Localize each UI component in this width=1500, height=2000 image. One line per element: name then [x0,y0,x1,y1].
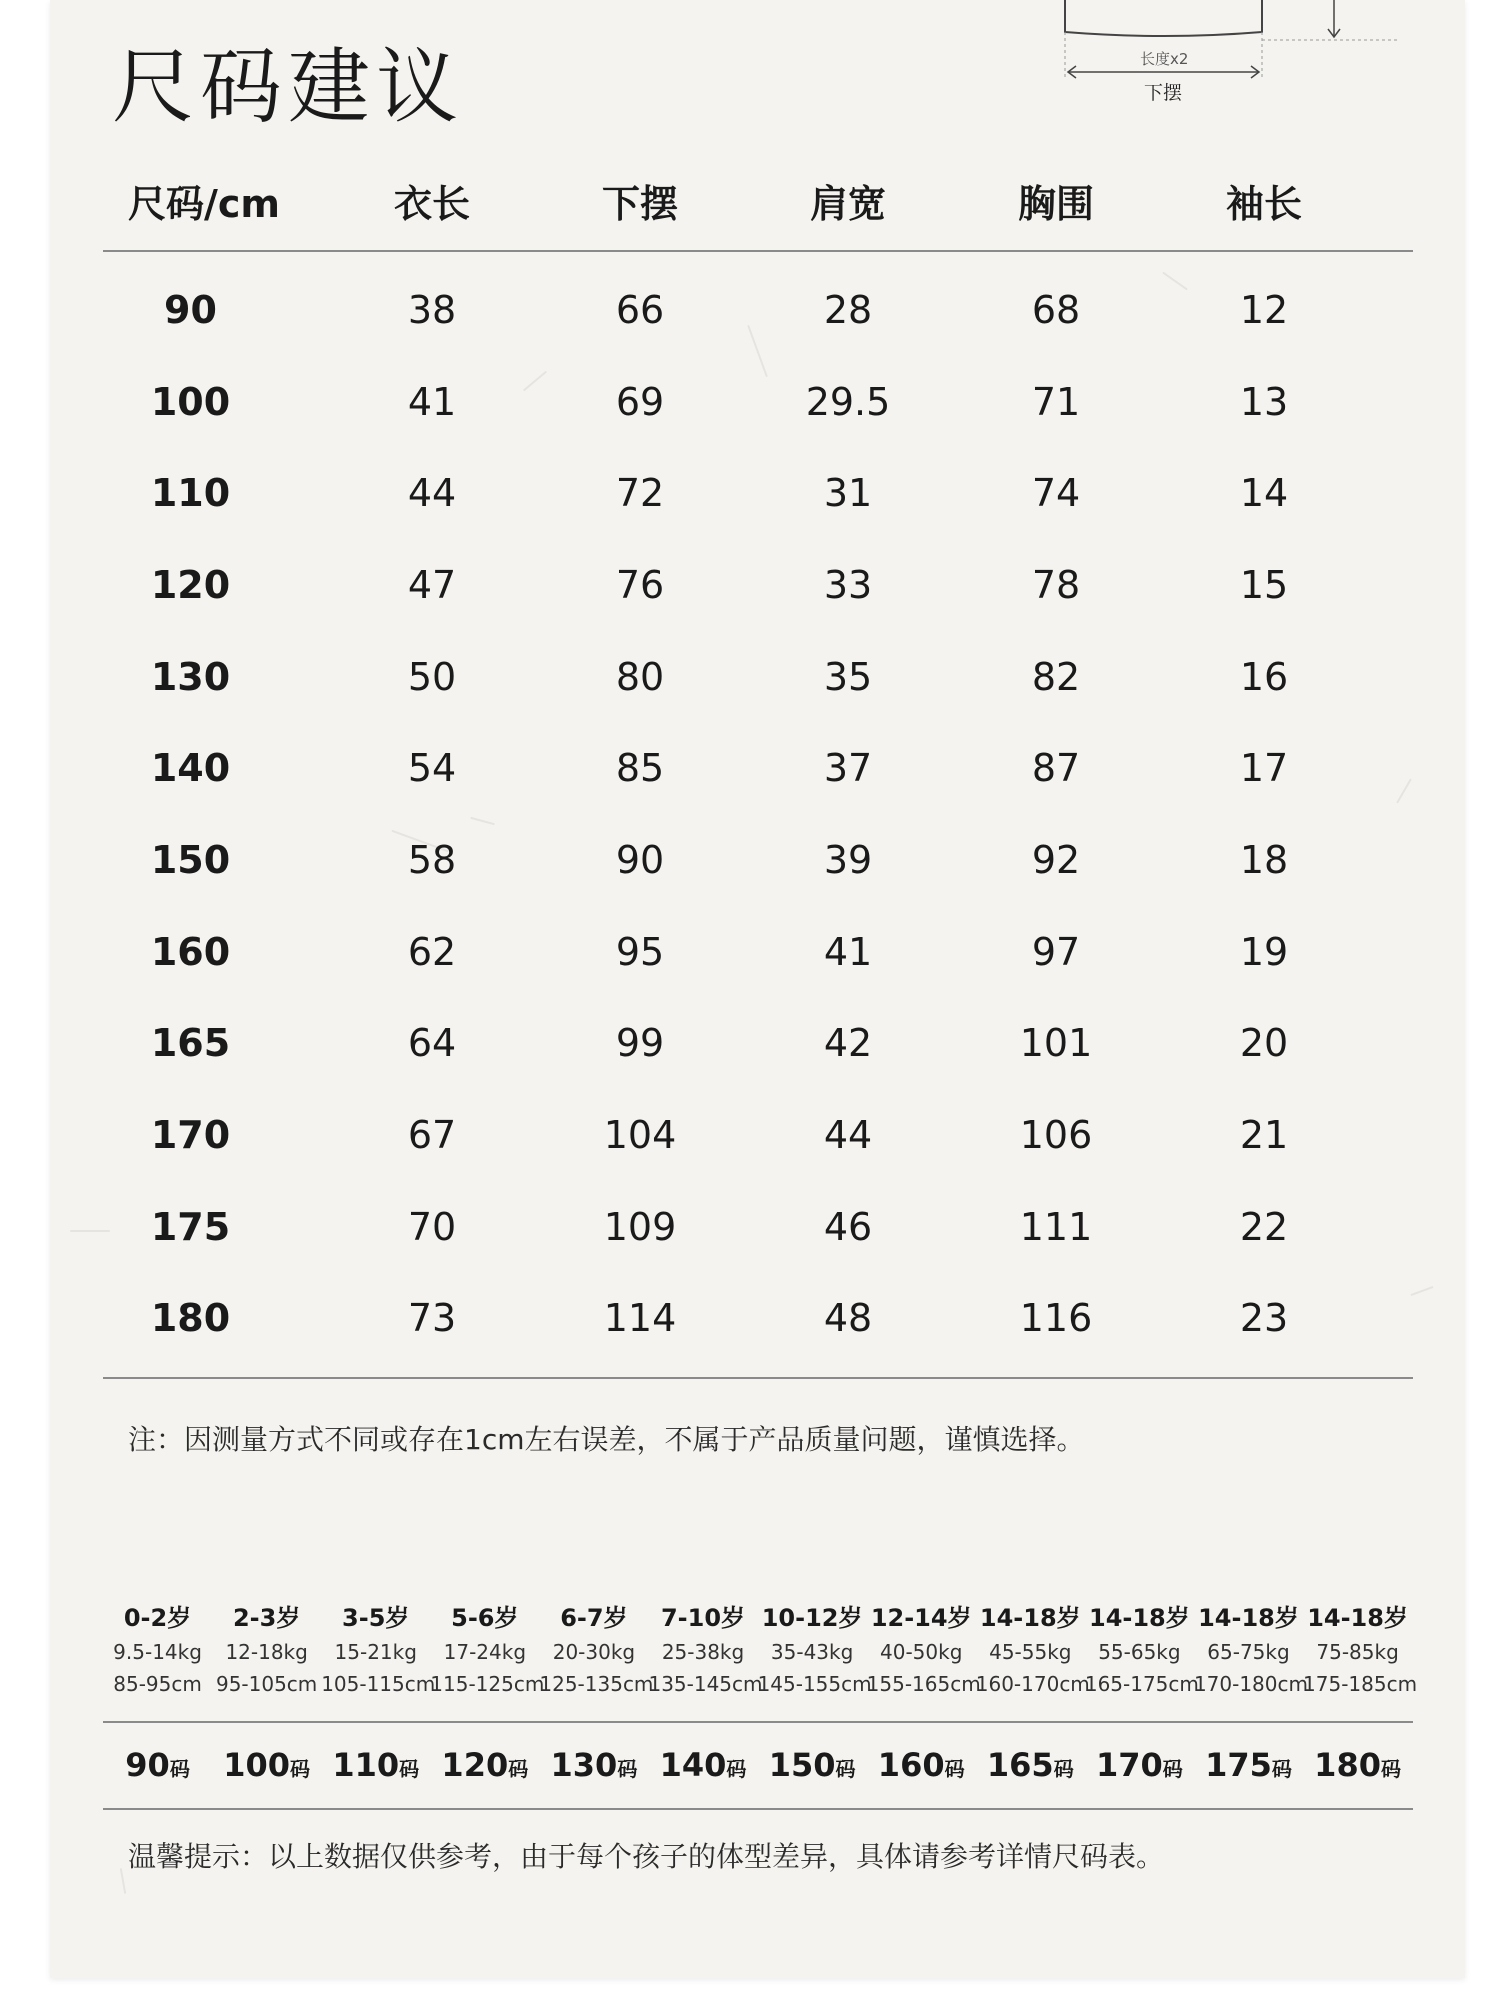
cell-sleeve: 22 [1239,1204,1289,1249]
cell-size: 160 [150,929,231,974]
cell-sleeve: 16 [1239,654,1289,699]
cell-shoulder: 41 [823,929,873,974]
size-code-unit: 码 [399,1757,420,1781]
size-code-number: 110 [332,1746,400,1784]
hem-label: 下摆 [1144,82,1183,104]
table-row [103,447,1413,539]
height-label: 135-145cm [648,1672,763,1696]
cell-shoulder: 29.5 [805,379,891,424]
cell-chest: 116 [1019,1296,1093,1341]
weight-label: 25-38kg [661,1640,745,1664]
size-code-unit: 码 [508,1757,529,1781]
cell-length: 47 [407,562,457,607]
table-body [103,252,1413,1364]
size-code-number: 100 [223,1746,291,1784]
age-label: 7-10岁 [660,1604,746,1632]
age-label: 3-5岁 [342,1604,410,1632]
cell-chest: 68 [1031,287,1081,332]
size-code-number: 150 [768,1746,836,1784]
cell-shoulder: 48 [823,1296,873,1341]
cell-length: 58 [407,837,457,882]
cell-sleeve: 18 [1239,837,1289,882]
size-code [1303,1746,1412,1784]
cell-length: 70 [407,1204,457,1249]
height-label: 175-185cm [1303,1672,1418,1696]
size-code [539,1746,648,1784]
cell-hem: 76 [615,562,665,607]
cell-hem: 99 [615,1021,665,1066]
cell-sleeve: 12 [1239,287,1289,332]
cell-size: 180 [150,1296,231,1341]
cell-hem: 114 [603,1296,677,1341]
header-sleeve: 袖长 [1225,181,1302,226]
size-code-unit: 码 [1053,1757,1074,1781]
age-label: 14-18岁 [1307,1604,1408,1632]
weight-label: 65-75kg [1207,1640,1290,1664]
cell-length: 50 [407,654,457,699]
size-row-divider [103,1808,1413,1810]
size-code [976,1746,1085,1784]
cell-size: 150 [150,837,231,882]
weight-label: 35-43kg [770,1640,854,1664]
height-label: 160-170cm [975,1672,1090,1696]
cell-shoulder: 37 [823,746,873,791]
size-code-number: 175 [1205,1746,1272,1784]
cell-hem: 109 [603,1204,677,1249]
size-code-number: 140 [659,1746,727,1784]
size-code-unit: 码 [617,1757,638,1781]
warm-tip: 温馨提示：以上数据仅供参考，由于每个孩子的体型差异，具体请参考详情尺码表。 [128,1840,1165,1873]
cell-size: 120 [150,562,231,607]
cell-size: 90 [164,287,217,332]
age-row [103,1600,1413,1636]
cell-size: 170 [150,1113,231,1158]
size-table [103,150,1413,1364]
age-label: 10-12岁 [761,1604,863,1632]
size-code [212,1746,321,1784]
height-label: 105-115cm [321,1672,436,1696]
cell-length: 67 [407,1113,457,1158]
cell-hem: 95 [615,929,665,974]
table-row [103,1089,1413,1181]
cell-hem: 69 [615,379,665,424]
cell-hem: 72 [615,471,665,516]
cell-length: 62 [407,929,457,974]
size-code-number: 130 [550,1746,618,1784]
size-code [758,1746,867,1784]
size-code-number: 90 [125,1746,170,1784]
weight-row [103,1636,1413,1668]
cell-shoulder: 42 [823,1021,873,1066]
age-label: 14-18岁 [1089,1604,1190,1632]
table-row [103,814,1413,906]
size-code [1194,1746,1303,1784]
height-label: 170-180cm [1193,1672,1308,1696]
size-code [1085,1746,1194,1784]
weight-label: 15-21kg [334,1640,417,1664]
cell-sleeve: 21 [1239,1113,1289,1158]
age-label: 14-18岁 [979,1604,1081,1632]
cell-chest: 106 [1019,1113,1093,1158]
cell-sleeve: 17 [1239,746,1289,791]
cell-sleeve: 19 [1239,929,1289,974]
guide-divider [103,1721,1413,1723]
size-code-unit: 码 [169,1757,190,1781]
garment-hem-outline [1040,0,1400,110]
size-code-unit: 码 [1162,1757,1183,1781]
age-label: 0-2岁 [123,1604,192,1632]
size-code-number: 180 [1314,1746,1381,1784]
size-code-unit: 码 [290,1757,311,1781]
cell-size: 175 [150,1204,231,1249]
weight-label: 12-18kg [225,1640,308,1664]
cell-sleeve: 20 [1239,1021,1289,1066]
cell-shoulder: 39 [823,837,873,882]
table-row [103,998,1413,1090]
cell-size: 130 [150,654,231,699]
size-code [430,1746,539,1784]
height-label: 125-135cm [539,1672,654,1696]
size-code-number: 160 [877,1746,945,1784]
weight-label: 55-65kg [1098,1640,1181,1664]
header-hem: 下摆 [601,181,678,226]
cell-length: 38 [407,287,457,332]
cell-sleeve: 23 [1239,1296,1289,1341]
height-label: 145-155cm [757,1672,872,1696]
weight-label: 40-50kg [880,1640,963,1664]
cell-chest: 74 [1031,471,1081,516]
weight-label: 9.5-14kg [113,1640,202,1664]
cell-hem: 85 [615,746,665,791]
cell-size: 100 [150,379,231,424]
measurement-note: 注：因测量方式不同或存在1cm左右误差，不属于产品质量问题，谨慎选择。 [128,1423,1085,1456]
cell-shoulder: 46 [823,1204,873,1249]
page-title: 尺码建议 [112,40,465,135]
size-code-number: 120 [441,1746,509,1784]
table-row [103,631,1413,723]
table-row [103,1181,1413,1273]
cell-hem: 104 [603,1113,677,1158]
cell-shoulder: 31 [823,471,873,516]
cell-size: 110 [150,471,231,516]
age-size-guide [103,1600,1418,1700]
size-code-number: 170 [1095,1746,1163,1784]
cell-chest: 111 [1019,1204,1093,1249]
size-code-unit: 码 [944,1757,965,1781]
cell-length: 44 [407,471,457,516]
header-shoulder: 肩宽 [809,181,886,226]
cell-length: 54 [407,746,457,791]
cell-size: 165 [150,1021,231,1066]
age-label: 12-14岁 [870,1604,972,1632]
table-row [103,906,1413,998]
cell-shoulder: 28 [823,287,873,332]
size-code [321,1746,430,1784]
cell-hem: 90 [615,837,665,882]
size-code-number: 165 [986,1746,1054,1784]
cell-length: 41 [407,379,457,424]
cell-hem: 80 [615,654,665,699]
cell-shoulder: 33 [823,562,873,607]
cell-size: 140 [150,746,231,791]
header-length: 衣长 [393,181,470,226]
height-row [103,1668,1418,1700]
weight-label: 45-55kg [989,1640,1072,1664]
cell-chest: 78 [1031,562,1081,607]
height-label: 155-165cm [866,1672,981,1696]
weight-label: 17-24kg [443,1640,527,1664]
size-code [648,1746,757,1784]
size-code-unit: 码 [726,1757,747,1781]
cell-length: 64 [407,1021,457,1066]
size-code-unit: 码 [1271,1757,1292,1781]
height-label: 115-125cm [430,1672,545,1696]
height-label: 95-105cm [215,1672,318,1696]
age-label: 14-18岁 [1198,1604,1299,1632]
cell-hem: 66 [615,287,665,332]
cell-chest: 71 [1031,379,1081,424]
cell-length: 73 [407,1296,457,1341]
cell-sleeve: 15 [1239,562,1289,607]
cell-shoulder: 35 [823,654,873,699]
length-label: 长度x2 [1140,50,1189,68]
paper-fiber [1410,1286,1433,1296]
paper-fiber [120,1868,126,1894]
cell-shoulder: 44 [823,1113,873,1158]
cell-chest: 82 [1031,654,1081,699]
size-code-row [103,1725,1413,1805]
table-header [103,150,1413,252]
height-label: 85-95cm [113,1672,202,1696]
age-label: 2-3岁 [232,1604,301,1632]
size-code [867,1746,976,1784]
table-row [103,722,1413,814]
header-size: 尺码/cm [128,181,281,226]
height-label: 165-175cm [1084,1672,1199,1696]
table-row [103,356,1413,448]
cell-chest: 92 [1031,837,1081,882]
header-chest: 胸围 [1017,181,1094,226]
cell-chest: 87 [1031,746,1081,791]
table-divider [103,1377,1413,1379]
weight-label: 20-30kg [552,1640,636,1664]
cell-chest: 97 [1031,929,1081,974]
cell-sleeve: 13 [1239,379,1289,424]
age-label: 5-6岁 [451,1604,519,1632]
size-code-unit: 码 [1380,1757,1401,1781]
table-row [103,539,1413,631]
age-label: 6-7岁 [560,1604,628,1632]
size-code-unit: 码 [835,1757,856,1781]
table-row [103,264,1413,356]
cell-sleeve: 14 [1239,471,1289,516]
garment-diagram [1040,0,1400,110]
cell-chest: 101 [1019,1021,1093,1066]
weight-label: 75-85kg [1316,1640,1399,1664]
table-row [103,1273,1413,1365]
size-code [103,1746,212,1784]
